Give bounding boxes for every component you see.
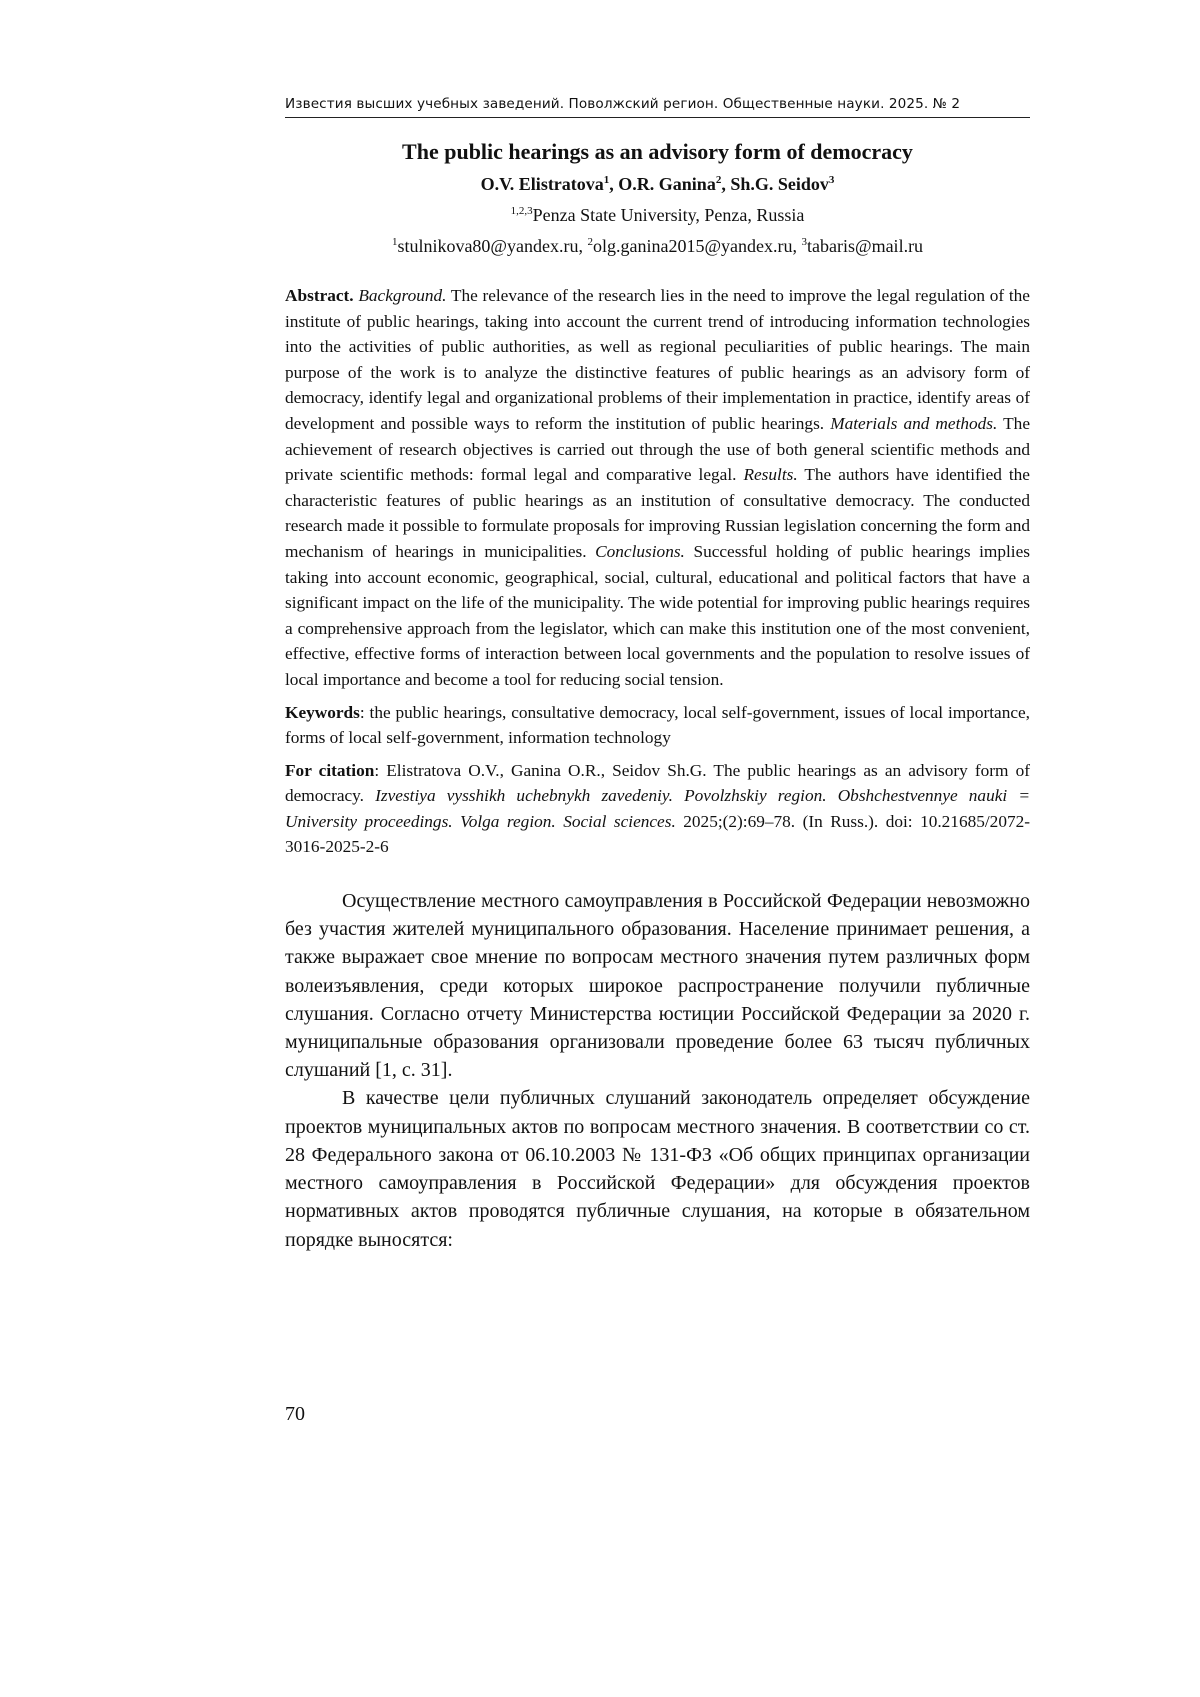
conclusions-label: Conclusions. [595,541,685,561]
email-superscript: 3 [801,236,808,248]
keywords-text: : the public hearings, consultative democracy, local self-government, issues of local importance, forms of local self-government, information technology [285,702,1030,748]
citation-journal: Izvestiya vysshikh uchebnykh zavedeniy. Povolzhskiy region. Obshchestvennye nauki = University proceedings. Volga region. Social sciences. [285,786,1030,831]
author-name: O.V. Elistratova [480,174,604,194]
email-superscript: 2 [587,236,593,248]
abstract [285,283,1030,693]
email-address: stulnikova80@yandex.ru [397,236,579,256]
running-header: Известия высших учебных заведений. Поволжский регион. Общественные науки. 2025. № 2 [285,96,1030,118]
author-name: O.R. Ganina [618,174,716,194]
methods-label: Materials and methods. [830,413,998,433]
keywords-label: Keywords [285,702,360,722]
affiliation-superscript: 1,2,3 [510,205,533,217]
author-list: O.V. Elistratova$^1$, O.R. Ganina$^2$, Sh.G. Seidov$^3$ [480,174,835,194]
affiliation-text: Penza State University, Penza, Russia [532,205,805,225]
email-superscript: 1 [391,236,398,248]
results-label: Results. [743,465,798,485]
abstract-label: Abstract. [285,286,354,305]
email-list: $^1$stulnikova80@yandex.ru, $^2$olg.ganina2015@yandex.ru, $^3$tabaris@mail.ru [391,236,924,256]
article-page [285,96,1030,1254]
article-body [285,887,1030,1254]
article-title: The public hearings as an advisory form of democracy [402,139,913,164]
affiliation [285,202,1030,228]
citation-text: : Elistratova O.V., Ganina O.R., Seidov Sh.G. The public hearings as an advisory form of democracy. [285,760,1030,806]
methods-text: The achievement of research objectives is carried out through the use of both general scientific methods and private scientific methods: formal legal and comparative legal. [285,413,1030,485]
results-text: The authors have identified the characteristic features of public hearings as an institution of consultative democracy. The conducted research made it possible to formulate proposals for improving Russian legislation concerning the form and mechanism of hearings in municipalities. [285,465,1030,561]
background-label: Background. [358,286,447,305]
conclusions-text: Successful holding of public hearings implies taking into account economic, geographical, social, cultural, educational and political factors that have a significant impact on the life of the municipality. The wide potential for improving public hearings requires a comprehensive approach from the legislator, which can make this institution one of the most convenient, effective, effective forms of interaction between local governments and the population to resolve issues of local importance and become a tool for reducing social tension. [285,541,1030,689]
citation-label: For citation [285,760,375,780]
email-address: tabaris@mail.ru [807,236,924,256]
body-paragraph: В качестве цели публичных слушаний законодатель определяет обсуждение проектов муниципальных актов по вопросам местного значения. В соответствии со ст. 28 Федерального закона от 06.10.2003 № 131-ФЗ «Об общих принципах организации местного самоуправления в Российской Федерации» для обсуждения проектов нормативных актов проводятся публичные слушания, на которые в обязательном порядке выносятся: [285,1087,1030,1251]
email-address: olg.ganina2015@yandex.ru [592,236,793,256]
author-superscript: 2 [715,174,722,186]
author-superscript: 1 [603,174,610,186]
background-text: The relevance of the research lies in the need to improve the legal regulation of the institute of public hearings, taking into account the current trend of introducing information technologies into the activities of public authorities, as well as regional peculiarities of public hearings. The main purpose of the work is to analyze the distinctive features of public hearings as an advisory form of democracy, identify legal and organizational problems of their implementation in practice, identify areas of development and possible ways to reform the institution of public hearings. [285,286,1030,433]
keywords [285,700,1030,751]
body-paragraph: Осуществление местного самоуправления в Российской Федерации невозможно без участия жителей муниципального образования. Население принимает решения, а также выражает свое мнение по вопросам местного значения путем различных форм волеизъявления, среди которых широкое распространение получили публичные слушания. Согласно отчету Министерства юстиции Российской Федерации за 2020 г. муниципальные образования организовали проведение более 63 тысяч публичных слушаний [1, с. 31]. [285,890,1030,1082]
author-superscript: 3 [828,174,835,186]
page-number: 70 [285,1403,305,1425]
author-name: Sh.G. Seidov [730,174,829,194]
citation-reference: 2025;(2):69–78. (In Russ.). doi: 10.21685/2072-3016-2025-2-6 [285,811,1030,857]
citation [285,758,1030,860]
